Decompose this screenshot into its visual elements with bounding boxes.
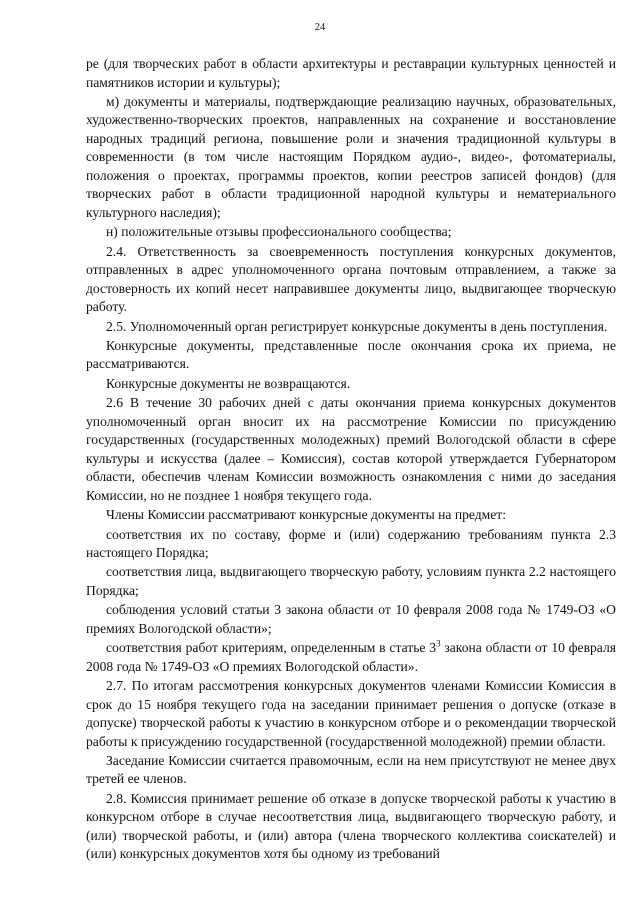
criteria-text-after: закона области от 10 февраля 2008 года № 1749-ОЗ «О премиях Вологодской области». (86, 640, 616, 674)
paragraph-review-article-3: соблюдения условий статьи 3 закона области от 10 февраля 2008 года № 1749-ОЗ «О премиях Вологодской области»; (86, 602, 616, 636)
paragraph-restoration-clause: ре (для творческих работ в области архитектуры и реставрации культурных ценностей и памятников истории и культуры); (86, 56, 616, 90)
article-superscript: 3 (436, 638, 441, 649)
paragraph-2-5: 2.5. Уполномоченный орган регистрирует конкурсные документы в день поступления. (106, 318, 608, 334)
paragraph-item-n: н) положительные отзывы профессионального сообщества; (106, 224, 452, 240)
paragraph-2-4: 2.4. Ответственность за своевременность поступления конкурсных документов, отправленных в адрес уполномоченного органа почтовым отправлением, а также за достоверность их копий несет направившее документы лицо, выдвигающее творческую работу. (86, 243, 616, 315)
page-number: 24 (314, 22, 326, 33)
paragraph-late-documents: Конкурсные документы, представленные после окончания срока их приема, не рассматриваются. (86, 337, 616, 372)
paragraph-review-composition: соответствия их по составу, форме и (или) содержанию требованиям пункта 2.3 настоящего Порядка; (86, 526, 616, 561)
paragraph-2-8: 2.8. Комиссия принимает решение об отказе в допуске творческой работы к участию в конкурсном отборе в случае несоответствия лица, выдвигающего творческую работу, и (или) творческой работы, и (или) автора (члена творческого коллектива соискателей) и (или) конкурсных документов хотя бы одному из требований (86, 790, 616, 862)
paragraph-commission-review: Члены Комиссии рассматривают конкурсные документы на предмет: (106, 507, 507, 523)
document-body (86, 55, 616, 865)
paragraph-item-m: м) документы и материалы, подтверждающие реализацию научных, образовательных, художественно-творческих проектов, направленных на сохранение и восстановление народных традиций региона, повышение роли и значения традиционной культуры в современности (в том числе настоящим Порядком аудио-, видео-, фотоматериалы, положения о проектах, программы проектов, копии реестров записей фондов) (для творческих работ в области традиционной народной культуры и нематериального культурного наследия); (86, 93, 616, 220)
paragraph-2-7: 2.7. По итогам рассмотрения конкурсных документов членами Комиссии Комиссия в срок до 15 ноября текущего года на заседании принимает решения о допуске (отказе в допуске) творческой работы к участию в конкурсном отборе и о рекомендации творческой работы к присуждению государственной (государственной молодежной) премии области. (86, 678, 616, 749)
paragraph-quorum: Заседание Комиссии считается правомочным, если на нем присутствуют не менее двух третей ее членов. (86, 752, 616, 787)
paragraph-2-6: 2.6 В течение 30 рабочих дней с даты окончания приема конкурсных документов уполномоченный орган вносит их на рассмотрение Комиссии по присуждению государственных (государственных молодежных) премий Вологодской области в сфере культуры и искусства (далее – Комиссия), состав которой утверждается Губернатором области, обеспечив членам Комиссии возможность ознакомления с ними до заседания Комиссии, но не позднее 1 ноября текущего года. (86, 395, 616, 503)
paragraph-not-returned: Конкурсные документы не возвращаются. (106, 375, 351, 391)
criteria-text-before: соответствия работ критериям, определенным в статье 3 (106, 640, 437, 656)
paragraph-review-person: соответствия лица, выдвигающего творческую работу, условиям пункта 2.2 настоящего Порядка; (86, 564, 616, 598)
paragraph-review-criteria (86, 639, 616, 676)
